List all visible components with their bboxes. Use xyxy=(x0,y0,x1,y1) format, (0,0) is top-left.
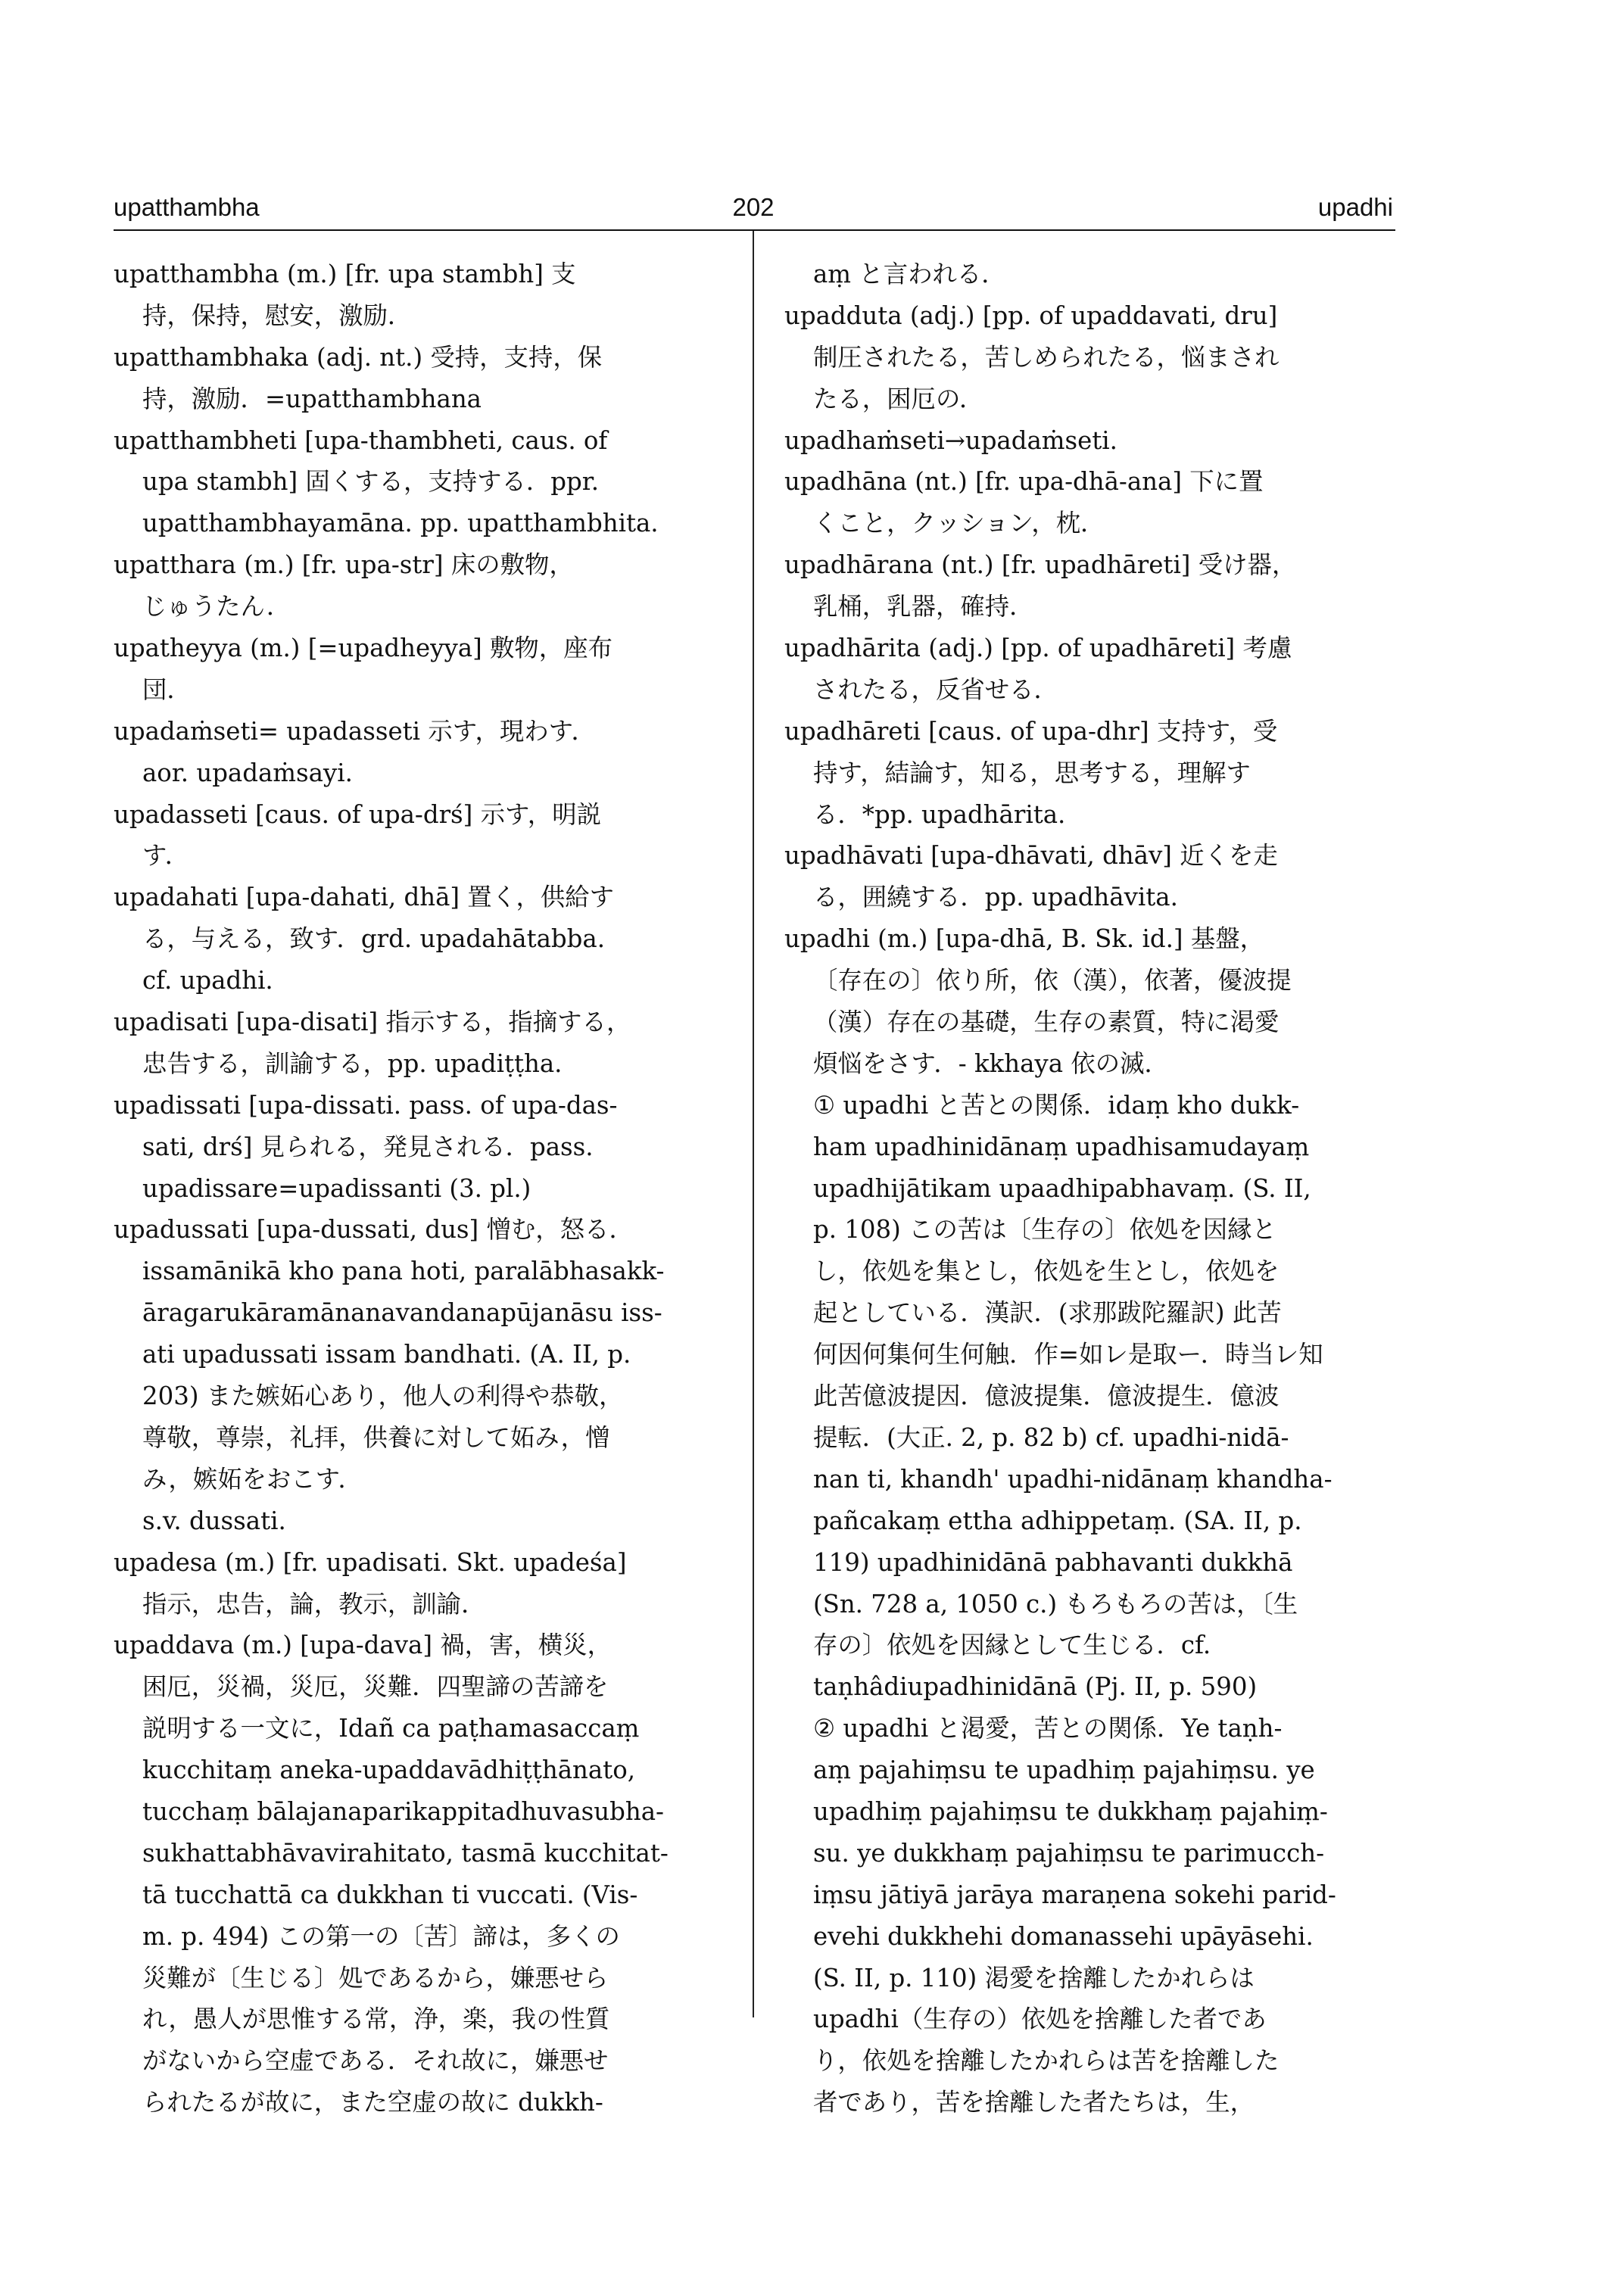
text-line: upatthambheti [upa-thambheti, caus. of xyxy=(114,425,608,455)
text-line: upadissare=upadissanti (3. pl.) xyxy=(142,1173,531,1203)
text-line: がないから空虚である．それ故に，嫌悪せ xyxy=(142,2046,609,2076)
text-line: る．*pp. upadhārita. xyxy=(813,799,1066,829)
text-line: aṃ と言われる． xyxy=(813,260,1006,288)
text-line: taṇhâdiupadhinidānā (Pj. II, p. 590) xyxy=(813,1672,1258,1702)
text-line: (S. II, p. 110) 渇愛を捨離したかれらは xyxy=(813,1963,1255,1992)
text-line: 災難が〔生じる〕処であるから，嫌悪せら xyxy=(142,1963,609,1992)
text-line: 団． xyxy=(142,675,192,704)
text-line: upadaṁseti= upadasseti 示す，現わす． xyxy=(114,716,596,746)
text-line: upadahati [upa-dahati, dhā] 置く，供給す xyxy=(114,883,615,912)
text-line: み，嫉妬をおこす． xyxy=(142,1464,363,1494)
text-line: upatthambhayamāna. pp. upatthambhita. xyxy=(142,509,659,538)
text-line: 困厄，災禍，災厄，災難．四聖諦の苦諦を xyxy=(142,1672,609,1702)
text-line: evehi dukkhehi domanassehi upāyāsehi. xyxy=(813,1921,1314,1951)
text-line: su. ye dukkhaṃ pajahiṃsu te parimucch- xyxy=(813,1838,1325,1868)
text-line: upatthambha (m.) [fr. upa stambh] 支 xyxy=(114,260,576,288)
text-line: sukhattabhāvavirahitato, tasmā kucchitat- xyxy=(142,1838,669,1868)
text-line: āragarukāramānanavandanapūjanāsu iss- xyxy=(142,1298,662,1328)
text-line: iṃsu jātiyā jarāya maraṇena sokehi parid- xyxy=(813,1880,1336,1909)
text-line: 尊敬，尊崇，礼拝，供養に対して妬み，憎 xyxy=(142,1422,610,1452)
text-line: 煩悩をさす．- kkhaya 依の滅． xyxy=(813,1048,1169,1078)
text-line: cf. upadhi. xyxy=(142,966,273,995)
text-line: aṃ pajahiṃsu te upadhiṃ pajahiṃsu. ye xyxy=(813,1756,1315,1785)
text-line: 提転．(大正. 2, p. 82 b) cf. upadhi-nidā- xyxy=(813,1422,1289,1452)
left-column xyxy=(114,254,719,2123)
text-line: されたる，反省せる． xyxy=(813,675,1058,704)
text-line: す． xyxy=(142,841,190,871)
text-line: aor. upadaṁsayi. xyxy=(142,758,353,787)
right-guide-word: upadhi xyxy=(1317,193,1393,221)
text-line: tucchaṃ bālajanaparikappitadhuvasubha- xyxy=(142,1796,664,1826)
text-line: upatthambhaka (adj. nt.) 受持，支持，保 xyxy=(114,342,603,372)
text-line: p. 108) この苦は〔生存の〕依処を因縁と xyxy=(813,1215,1276,1245)
right-column xyxy=(784,254,1398,2123)
text-line: upadhi (m.) [upa-dhā, B. Sk. id.] 基盤， xyxy=(784,924,1265,954)
text-line: 持，保持，慰安，激励． xyxy=(142,301,413,330)
header-rule xyxy=(114,229,1395,231)
text-line: upa stambh] 固くする，支持する．ppr. xyxy=(142,467,599,497)
text-line: upadasseti [caus. of upa-drś] 示す，明説 xyxy=(114,799,601,829)
text-line: upatheyya (m.) [=upadheyya] 敷物，座布 xyxy=(114,634,613,663)
text-line: ati upadussati issam bandhati. (A. II, p. xyxy=(142,1340,631,1369)
text-line: じゅうたん． xyxy=(142,592,291,622)
text-line: 此苦億波提因．億波提集．億波提生．億波 xyxy=(813,1382,1280,1411)
text-line: upadisati [upa-disati] 指示する，指摘する， xyxy=(114,1008,631,1037)
text-line: 持，激励．=upatthambhana xyxy=(142,384,482,413)
text-line: upadhijātikam upaadhipabhavaṃ. (S. II, xyxy=(813,1173,1311,1203)
text-line: 指示，忠告，論，教示，訓諭． xyxy=(142,1589,486,1618)
text-line: sati, drś] 見られる，発見される．pass. xyxy=(142,1132,594,1161)
text-line: nan ti, khandh' upadhi-nidānaṃ khandha- xyxy=(813,1464,1333,1494)
text-line: tā tucchattā ca dukkhan ti vuccati. (Vis- xyxy=(142,1880,638,1909)
text-line: upaddava (m.) [upa-dava] 禍，害，横災， xyxy=(114,1631,612,1660)
text-line: 203) また嫉妬心あり，他人の利得や恭敬， xyxy=(142,1382,624,1411)
text-line: 119) upadhinidānā pabhavanti dukkhā xyxy=(813,1547,1293,1577)
text-line: m. p. 494) この第一の〔苦〕諦は，多くの xyxy=(142,1921,620,1951)
text-line: kucchitaṃ aneka-upaddavādhiṭṭhānato, xyxy=(142,1756,635,1785)
text-line: 説明する一文に，Idañ ca paṭhamasaccaṃ xyxy=(142,1714,640,1743)
text-line: る，囲繞する．pp. upadhāvita. xyxy=(813,883,1178,912)
text-line: 制圧されたる，苦しめられたる，悩まされ xyxy=(813,342,1280,372)
text-line: upadissati [upa-dissati. pass. of upa-das- xyxy=(114,1090,618,1120)
column-divider xyxy=(753,231,754,2017)
text-line: 〔存在の〕依り所，依（漢），依著，優波提 xyxy=(813,966,1292,995)
text-line: upadhaṁseti→upadaṁseti. xyxy=(784,425,1117,455)
text-line: upadussati [upa-dussati, dus] 憎む，怒る． xyxy=(114,1215,634,1245)
text-line: upadhārita (adj.) [pp. of upadhāreti] 考慮 xyxy=(784,634,1292,663)
text-line: s.v. dussati. xyxy=(142,1506,286,1535)
text-line: くこと，クッション，枕． xyxy=(813,509,1105,538)
running-header xyxy=(114,193,1393,231)
page-number: 202 xyxy=(732,193,775,221)
text-line: upadhārana (nt.) [fr. upadhāreti] 受け器， xyxy=(784,550,1297,580)
text-line: upadesa (m.) [fr. upadisati. Skt. upadeśa] xyxy=(114,1547,627,1577)
text-line: 者であり，苦を捨離した者たちは，生， xyxy=(813,2088,1255,2117)
text-line: たる，困厄の． xyxy=(813,384,984,413)
text-line: upadhi（生存の）依処を捨離した者であ xyxy=(813,2005,1267,2034)
text-line: り，依処を捨離したかれらは苦を捨離した xyxy=(813,2046,1280,2076)
left-guide-word: upatthambha xyxy=(114,193,260,221)
text-line: られたるが故に，また空虚の故に dukkh- xyxy=(142,2088,603,2117)
text-line: issamānikā kho pana hoti, paralābhasakk- xyxy=(142,1257,665,1286)
text-line: 何因何集何生何触．作=如レ是取ー．時当レ知 xyxy=(813,1340,1323,1369)
text-line: （漢）存在の基礎，生存の素質，特に渇愛 xyxy=(813,1008,1280,1037)
text-line: ② upadhi と渇愛，苦との関係．Ye taṇh- xyxy=(813,1714,1283,1743)
text-line: 忠告する，訓諭する，pp. upadiṭṭha. xyxy=(142,1048,563,1078)
text-line: upadhāreti [caus. of upa-dhr] 支持す，受 xyxy=(784,716,1278,746)
text-line: ① upadhi と苦との関係．idaṃ kho dukk- xyxy=(813,1090,1300,1120)
text-line: 持す，結論す，知る，思考する，理解す xyxy=(813,758,1251,787)
text-line: upadhāna (nt.) [fr. upa-dhā-ana] 下に置 xyxy=(784,467,1264,497)
text-line: 乳桶，乳器，確持． xyxy=(813,592,1034,622)
text-line: upadhiṃ pajahiṃsu te dukkhaṃ pajahiṃ- xyxy=(813,1796,1328,1826)
text-line: upadhāvati [upa-dhāvati, dhāv] 近くを走 xyxy=(784,841,1278,871)
text-line: れ，愚人が思惟する常，浄，楽，我の性質 xyxy=(142,2005,610,2034)
text-line: (Sn. 728 a, 1050 c.) もろもろの苦は，〔生 xyxy=(813,1589,1298,1618)
text-line: pañcakaṃ ettha adhippetaṃ. (SA. II, p. xyxy=(813,1506,1302,1535)
text-line: る，与える，致す．grd. upadahātabba. xyxy=(142,924,605,954)
text-line: upadduta (adj.) [pp. of upaddavati, dru] xyxy=(784,301,1278,330)
text-line: upatthara (m.) [fr. upa-str] 床の敷物， xyxy=(114,550,574,580)
text-line: 存の〕依処を因縁として生じる．cf. xyxy=(813,1631,1211,1660)
text-line: し，依処を集とし，依処を生とし，依処を xyxy=(813,1257,1280,1286)
text-line: ham upadhinidānaṃ upadhisamudayaṃ xyxy=(813,1132,1310,1161)
text-line: 起としている．漢訳．(求那跋陀羅訳) 此苦 xyxy=(813,1298,1282,1328)
